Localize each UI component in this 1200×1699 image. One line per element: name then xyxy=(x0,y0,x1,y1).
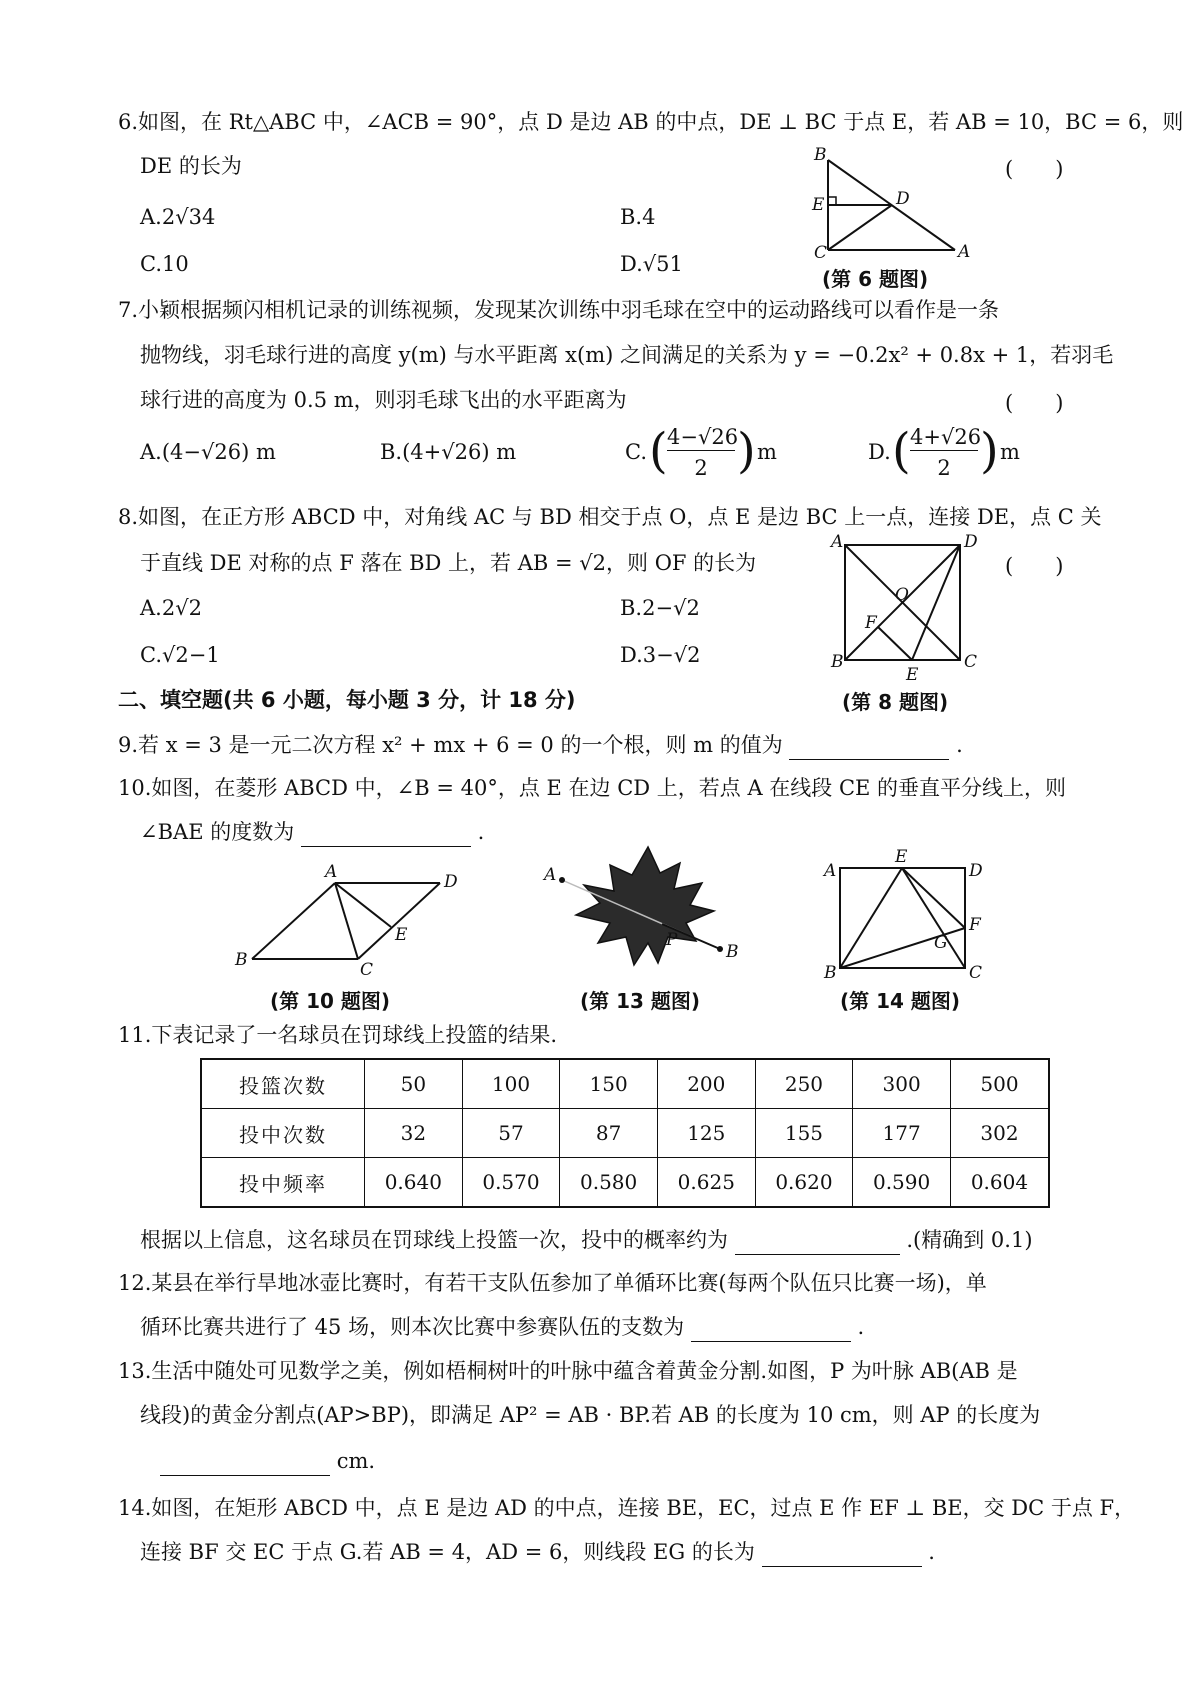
q8-figure xyxy=(830,532,980,685)
q6-line2: DE 的长为 xyxy=(140,154,242,178)
table-cell: 32 xyxy=(365,1109,463,1158)
table-cell: 500 xyxy=(950,1059,1049,1109)
table-cell: 125 xyxy=(657,1109,755,1158)
table-cell: 0.590 xyxy=(853,1158,951,1208)
q6-option-b: B.4 xyxy=(620,205,656,229)
table-cell: 87 xyxy=(560,1109,658,1158)
q13-label-P: P xyxy=(666,930,678,950)
q7-option-a: A.(4−√26) m xyxy=(140,440,276,464)
q13-caption: (第 13 题图) xyxy=(580,989,701,1013)
q7-option-c-prefix: C. xyxy=(625,440,647,464)
section2-title: 二、填空题(共 6 小题，每小题 3 分，计 18 分) xyxy=(118,688,576,712)
q7-option-d-numerator: 4+√26 xyxy=(910,425,982,449)
q6-label-C: C xyxy=(814,243,828,263)
q8-label-O: O xyxy=(895,585,909,605)
q14-label-A: A xyxy=(824,861,837,881)
q8-label-C: C xyxy=(964,652,978,672)
q10-label-A: A xyxy=(325,862,338,882)
q10-text: ∠BAE 的度数为 xyxy=(140,820,295,844)
q8-caption: (第 8 题图) xyxy=(842,690,949,714)
q8-label-E: E xyxy=(906,665,919,685)
table-cell: 0.640 xyxy=(365,1158,463,1208)
table-cell: 200 xyxy=(657,1059,755,1109)
q10-caption: (第 10 题图) xyxy=(270,989,391,1013)
q8-label-D: D xyxy=(964,532,978,552)
q8-option-d: D.3−√2 xyxy=(620,643,701,667)
table-row xyxy=(201,1158,1049,1208)
q13-line2: 线段)的黄金分割点(AP>BP)，即满足 AP² = AB · BP.若 AB 的长度为 10 cm，则 AP 的长度为 xyxy=(140,1403,1041,1427)
q6-answer-paren: ( ) xyxy=(1005,157,1064,181)
q7-line3: 球行进的高度为 0.5 m，则羽毛球飞出的水平距离为 xyxy=(140,388,627,412)
table-cell: 155 xyxy=(755,1109,853,1158)
q8-option-b: B.2−√2 xyxy=(620,596,700,620)
q10-end: . xyxy=(477,820,485,844)
q6-option-c: C.10 xyxy=(140,252,189,276)
q12-line1: 12.某县在举行旱地冰壶比赛时，有若干支队伍参加了单循环比赛(每两个队伍只比赛一场)，单 xyxy=(118,1271,987,1295)
q14-label-C: C xyxy=(969,963,983,983)
table-cell: 0.604 xyxy=(950,1158,1049,1208)
q6-option-a: A.2√34 xyxy=(140,205,216,229)
q13-label-A: A xyxy=(544,865,557,885)
q8-line1: 8.如图，在正方形 ABCD 中，对角线 AC 与 BD 相交于点 O，点 E 是边 BC 上一点，连接 DE，点 C 关 xyxy=(118,505,1102,529)
table-cell: 0.580 xyxy=(560,1158,658,1208)
table-cell: 250 xyxy=(755,1059,853,1109)
q14-end: . xyxy=(928,1540,935,1564)
table-row xyxy=(201,1109,1049,1158)
table-cell: 150 xyxy=(560,1059,658,1109)
q11-answer-blank[interactable] xyxy=(735,1232,900,1255)
q12-text: 循环比赛共进行了 45 场，则本次比赛中参赛队伍的支数为 xyxy=(140,1315,685,1339)
q12-answer-blank[interactable] xyxy=(691,1319,851,1342)
q8-answer-paren: ( ) xyxy=(1005,554,1064,578)
q8-option-c: C.√2−1 xyxy=(140,643,220,667)
q8-label-F: F xyxy=(865,613,877,633)
q6-label-B: B xyxy=(814,145,827,165)
q14-label-D: D xyxy=(969,861,983,881)
q13-end: cm. xyxy=(336,1449,376,1473)
q10-answer-blank[interactable] xyxy=(301,824,471,847)
q8-label-A: A xyxy=(831,532,844,552)
table-cell: 0.570 xyxy=(462,1158,560,1208)
q14-caption: (第 14 题图) xyxy=(840,989,961,1013)
q12-line2 xyxy=(140,1312,864,1342)
q14-answer-blank[interactable] xyxy=(762,1544,922,1567)
q11-line1: 11.下表记录了一名球员在罚球线上投篮的结果. xyxy=(118,1023,558,1047)
table-row xyxy=(201,1059,1049,1109)
q7-option-c-unit: m xyxy=(757,440,777,464)
q14-line1: 14.如图，在矩形 ABCD 中，点 E 是边 AD 的中点，连接 BE，EC，过点 E 作 EF ⊥ BE，交 DC 于点 F， xyxy=(118,1496,1136,1520)
q13-label-B: B xyxy=(726,942,739,962)
q14-line2 xyxy=(140,1537,935,1567)
table-cell: 100 xyxy=(462,1059,560,1109)
q10-label-E: E xyxy=(395,925,408,945)
q8-line2: 于直线 DE 对称的点 F 落在 BD 上，若 AB = √2，则 OF 的长为 xyxy=(140,551,757,575)
table-cell: 300 xyxy=(853,1059,951,1109)
q7-option-d-unit: m xyxy=(1000,440,1020,464)
q13-figure xyxy=(544,845,750,975)
table-cell: 0.625 xyxy=(657,1158,755,1208)
q11-end: .(精确到 0.1) xyxy=(906,1228,1033,1252)
q13-line1: 13.生活中随处可见数学之美，例如梧桐树叶的叶脉中蕴含着黄金分割.如图，P 为叶脉 AB(AB 是 xyxy=(118,1359,1018,1383)
q14-label-G: G xyxy=(934,933,948,953)
q9-end: . xyxy=(956,733,963,757)
table-header-cell: 投中频率 xyxy=(201,1158,365,1208)
q6-label-E: E xyxy=(812,195,825,215)
q13-line3 xyxy=(160,1446,375,1476)
q6-option-d: D.√51 xyxy=(620,252,683,276)
exam-page: 6.如图，在 Rt△ABC 中，∠ACB = 90°，点 D 是边 AB 的中点，DE ⊥ BC 于点 E，若 AB = 10，BC = 6，则 DE 的长为 ( ) A.2√34 B.4 C.10 D.√51 B E D C A (第 6 题图) 7.小颖根据频闪相机记录的训练视频，发现某次训练中羽毛球在空中的运动路线可以看作是一条 抛物线，羽毛球行进的高度 y(m) 与水平距离 x(m) 之间满足的关系为 y = −0.2x² + 0.8x + 1，若羽毛 球行进的高度为 0.5 m，则羽毛球飞出的水平距离为 ( ) A.(4−√26) m B.(4+√26) m C. ( 4−√26 2 ) m D. ( 4+√26 2 ) m 8.如图，在正方形 ABCD 中，对角线 AC 与 BD 相交于点 O，点 E 是边 BC 上一点，连接 DE，点 C 关 于直线 DE 对称的点 F 落在 BD 上，若 AB = √2，则 OF 的长为 ( ) A.2√2 B.2−√2 C.√2−1 D.3−√2 A D O F B E C (第 8 题图) 二、填空题(共 6 小题，每小题 3 分，计 18 分) 9.若 x = 3 是一元二次方程 x² + mx + 6 = 0 的一个根，则 m 的值为 . 10.如图，在菱形 ABCD 中，∠B = 40°，点 E 在边 CD 上，若点 A 在线段 CE 的垂直平分线上，则 ∠BAE 的度数为 . A D E B C (第 10 题图) A P B (第 13 题图) A E D F G B C (第 14 题图) 11.下表记录了一名球员在罚球线上投篮的结果. 投篮次数 50 100 150 200 250 300 500 投中次数 32 57 87 125 155 177 302 投中频率 0.640 0.570 0.580 0.625 0.620 0.590 0.604 根据以上信息，这名球员在罚球线上投篮一次，投中的概率约为 .(精确到 0.1) 12.某县在举行旱地冰壶比赛时，有若干支队伍参加了单循环比赛(每两个队伍只比赛一场)，单 循环比赛共进行了 45 场，则本次比赛中参赛队伍的支数为 . 13.生活中随处可见数学之美，例如梧桐树叶的叶脉中蕴含着黄金分割.如图，P 为叶脉 AB(AB 是 线段)的黄金分割点(AP>BP)，即满足 AP² = AB · BP.若 AB 的长度为 10 cm，则 AP 的长度为 cm. 14.如图，在矩形 ABCD 中，点 E 是边 AD 的中点，连接 BE，EC，过点 E 作 EF ⊥ BE，交 DC 于点 F， 连接 BF 交 EC 于点 G.若 AB = 4，AD = 6，则线段 EG 的长为 . xyxy=(0,0,1200,1699)
q7-option-c-numerator: 4−√26 xyxy=(667,425,739,449)
q9-line1 xyxy=(118,730,963,760)
q10-label-D: D xyxy=(444,872,458,892)
q14-figure xyxy=(822,847,983,983)
table-header-cell: 投篮次数 xyxy=(201,1059,365,1109)
q6-label-D: D xyxy=(896,189,910,209)
q14-label-E: E xyxy=(895,847,908,867)
q7-line2: 抛物线，羽毛球行进的高度 y(m) 与水平距离 x(m) 之间满足的关系为 y = −0.2x² + 0.8x + 1，若羽毛 xyxy=(140,343,1114,367)
q7-line1: 7.小颖根据频闪相机记录的训练视频，发现某次训练中羽毛球在空中的运动路线可以看作是一条 xyxy=(118,298,1000,322)
q10-label-C: C xyxy=(360,960,374,980)
table-cell: 177 xyxy=(853,1109,951,1158)
q10-line2 xyxy=(140,817,484,847)
q7-answer-paren: ( ) xyxy=(1005,391,1064,415)
q6-caption: (第 6 题图) xyxy=(822,267,929,291)
q8-label-B: B xyxy=(831,652,844,672)
q9-text: 9.若 x = 3 是一元二次方程 x² + mx + 6 = 0 的一个根，则 m 的值为 xyxy=(118,733,783,757)
q12-end: . xyxy=(857,1315,865,1339)
q14-label-B: B xyxy=(824,963,837,983)
q7-option-c-denominator: 2 xyxy=(694,456,708,480)
q9-answer-blank[interactable] xyxy=(789,737,949,760)
q11-line2 xyxy=(140,1225,1033,1255)
q11-table xyxy=(200,1058,1050,1208)
q7-option-d-denominator: 2 xyxy=(937,456,951,480)
q6-label-A: A xyxy=(958,242,971,262)
q11-text: 根据以上信息，这名球员在罚球线上投篮一次，投中的概率约为 xyxy=(140,1228,728,1252)
q6-figure xyxy=(810,145,980,265)
q7-option-d-prefix: D. xyxy=(868,440,891,464)
table-cell: 0.620 xyxy=(755,1158,853,1208)
q8-option-a: A.2√2 xyxy=(140,596,202,620)
table-cell: 50 xyxy=(365,1059,463,1109)
leaf-shape xyxy=(576,847,714,965)
table-cell: 302 xyxy=(950,1109,1049,1158)
table-header-cell: 投中次数 xyxy=(201,1109,365,1158)
q7-option-b: B.(4+√26) m xyxy=(380,440,517,464)
q13-answer-blank[interactable] xyxy=(160,1453,330,1476)
q10-figure xyxy=(225,862,465,980)
q14-label-F: F xyxy=(969,915,981,935)
q10-label-B: B xyxy=(235,950,248,970)
q14-text: 连接 BF 交 EC 于点 G.若 AB = 4，AD = 6，则线段 EG 的长为 xyxy=(140,1540,755,1564)
table-cell: 57 xyxy=(462,1109,560,1158)
q6-line1: 6.如图，在 Rt△ABC 中，∠ACB = 90°，点 D 是边 AB 的中点，DE ⊥ BC 于点 E，若 AB = 10，BC = 6，则 xyxy=(118,110,1184,134)
q10-line1: 10.如图，在菱形 ABCD 中，∠B = 40°，点 E 在边 CD 上，若点 A 在线段 CE 的垂直平分线上，则 xyxy=(118,776,1067,800)
